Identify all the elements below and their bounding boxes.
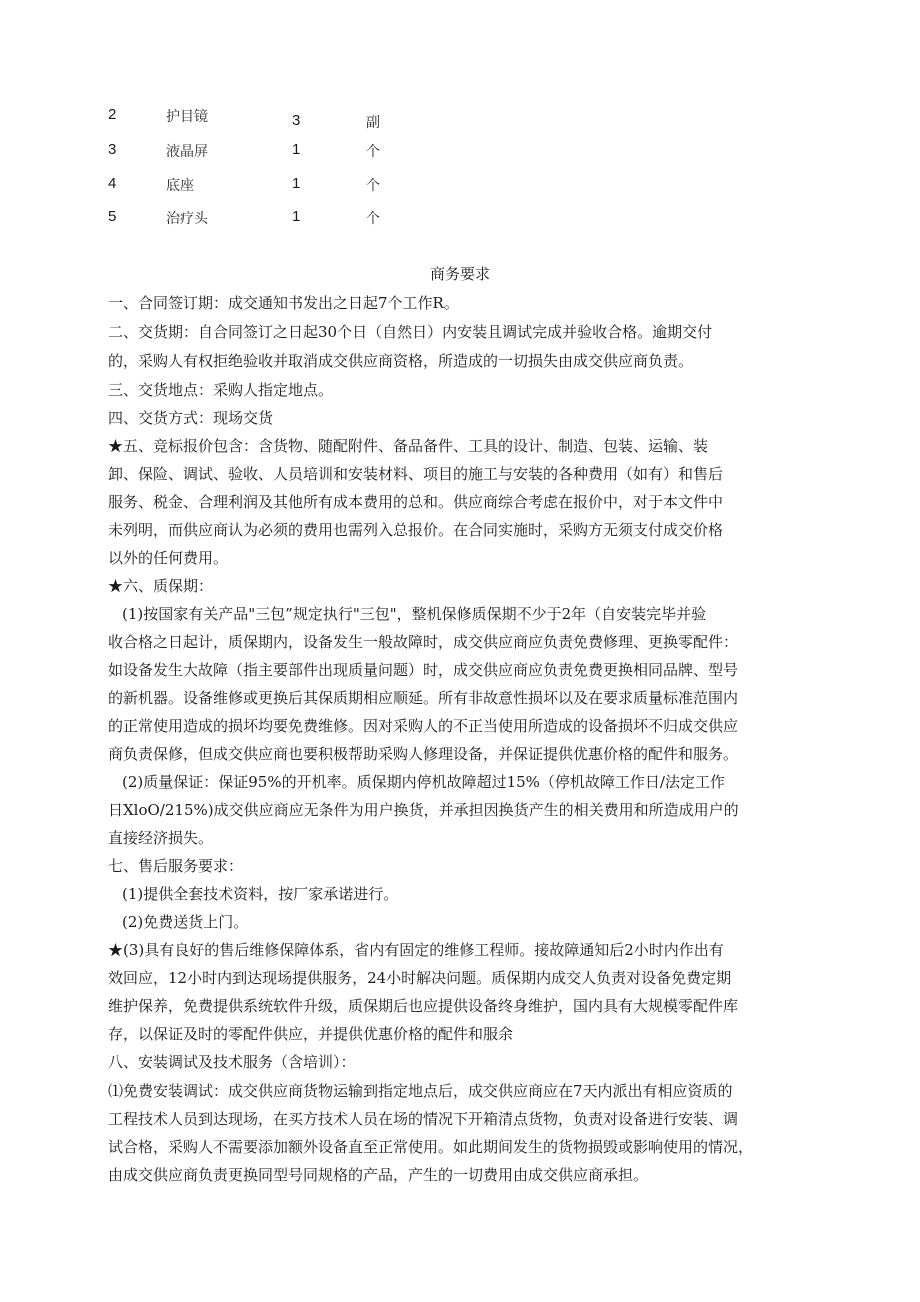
row-number: 2 <box>108 106 117 123</box>
clause-line: 效回应，12小时内到达现场提供服务，24小时解决问题。质保期内成交人负责对设备免费定期 <box>108 969 732 987</box>
item-name: 液晶屏 <box>166 144 208 160</box>
clause-line: 维护保养，免费提供系统软件升级，质保期后也应提供设备终身维护，国内具有大规模零配件库 <box>108 997 739 1015</box>
clause-line: ★(3)具有良好的售后维修保障体系，省内有固定的维修工程师。接故障通知后2小时内作出有 <box>108 941 724 959</box>
clause-line: 存，以保证及时的零配件供应，并提供优惠价格的配件和服余 <box>108 1025 514 1043</box>
clause-line: 商负责保修，但成交供应商也要积极帮助采购人修理设备，并保证提供优惠价格的配件和服务。 <box>108 745 739 763</box>
clause-line: 二、交货期：自合同签订之日起30个日（自然日）内安装且调试完成并验收合格。逾期交付 <box>108 323 713 341</box>
clause-line: 七、售后服务要求： <box>108 857 244 875</box>
clause-line: 试合格，采购人不需要添加额外设备直至正常使用。如此期间发生的货物损毁或影响使用的情况， <box>108 1138 754 1156</box>
clause-line: ★五、竞标报价包含：含货物、随配附件、备品备件、工具的设计、制造、包装、运输、装 <box>108 437 709 455</box>
item-name: 治疗头 <box>166 211 208 227</box>
item-unit: 个 <box>366 144 380 160</box>
clause-line: 的新机器。设备维修或更换后其保质期相应顺延。所有非故意性损坏以及在要求质量标准范围内 <box>108 689 739 707</box>
clause-line: 四、交货方式：现场交货 <box>108 409 274 427</box>
clause-line: 如设备发生大故障（指主要部件出现质量问题）时，成交供应商应负责免费更换相同品牌、型号 <box>108 661 739 679</box>
table-row <box>0 208 920 238</box>
item-quantity: 1 <box>292 141 301 158</box>
clause-line: ⑴免费安装调试：成交供应商货物运输到指定地点后，成交供应商应在7天内派出有相应资质的 <box>108 1082 733 1100</box>
table-row <box>0 106 920 136</box>
clause-line: 以外的任何费用。 <box>108 549 229 567</box>
item-quantity: 1 <box>292 175 301 192</box>
item-name: 底座 <box>166 178 194 194</box>
clause-line: (1)提供全套技术资料，按厂家承诺进行。 <box>122 885 399 903</box>
row-number: 3 <box>108 141 117 158</box>
clause-line: 收合格之日起计，质保期内，设备发生一般故障时，成交供应商应负责免费修理、更换零配件： <box>108 633 739 651</box>
item-quantity: 1 <box>292 208 301 225</box>
item-quantity: 3 <box>292 112 301 129</box>
clause-line: (2)免费送货上门。 <box>122 913 249 931</box>
clause-line: 的正常使用造成的损坏均要免费维修。因对采购人的不正当使用所造成的设备损坏不归成交供应 <box>108 717 739 735</box>
clause-line: 服务、税金、合理利润及其他所有成本费用的总和。供应商综合考虑在报价中，对于本文件中 <box>108 493 724 511</box>
row-number: 4 <box>108 175 117 192</box>
clause-line: (1)按国家有关产品"三包”规定执行"三包"，整机保修质保期不少于2年（自安装完毕并验 <box>122 605 707 623</box>
clause-line: 卸、保险、调试、验收、人员培训和安装材料、项目的施工与安装的各种费用（如有）和售后 <box>108 465 724 483</box>
clause-line: 八、安装调试及技术服务（含培训）： <box>108 1053 356 1071</box>
item-unit: 副 <box>366 115 380 131</box>
clause-line: 日XloO/215%)成交供应商应无条件为用户换货，并承担因换货产生的相关费用和所造成用户的 <box>108 801 739 819</box>
clause-line: 直接经济损失。 <box>108 829 214 847</box>
clause-line: 一、合同签订期：成交通知书发出之日起7个工作R。 <box>108 294 459 312</box>
clause-line: ★六、质保期： <box>108 577 214 595</box>
item-unit: 个 <box>366 178 380 194</box>
clause-line: 未列明，而供应商认为必须的费用也需列入总报价。在合同实施时，采购方无须支付成交价格 <box>108 521 724 539</box>
row-number: 5 <box>108 208 117 225</box>
item-name: 护目镜 <box>166 109 208 125</box>
table-row <box>0 141 920 171</box>
item-unit: 个 <box>366 211 380 227</box>
clause-line: 由成交供应商负责更换同型号同规格的产品，产生的一切费用由成交供应商承担。 <box>108 1166 649 1184</box>
clause-line: 的，采购人有权拒绝验收并取消成交供应商资格，所造成的一切损失由成交供应商负责。 <box>108 352 694 370</box>
clause-line: 三、交货地点：采购人指定地点。 <box>108 381 334 399</box>
clause-line: 工程技术人员到达现场，在买方技术人员在场的情况下开箱清点货物，负责对设备进行安装、调 <box>108 1110 739 1128</box>
table-row <box>0 175 920 205</box>
section-title: 商务要求 <box>429 265 490 283</box>
clause-line: (2)质量保证：保证95%的开机率。质保期内停机故障超过15%（停机故障工作日/法定工作 <box>122 773 725 791</box>
